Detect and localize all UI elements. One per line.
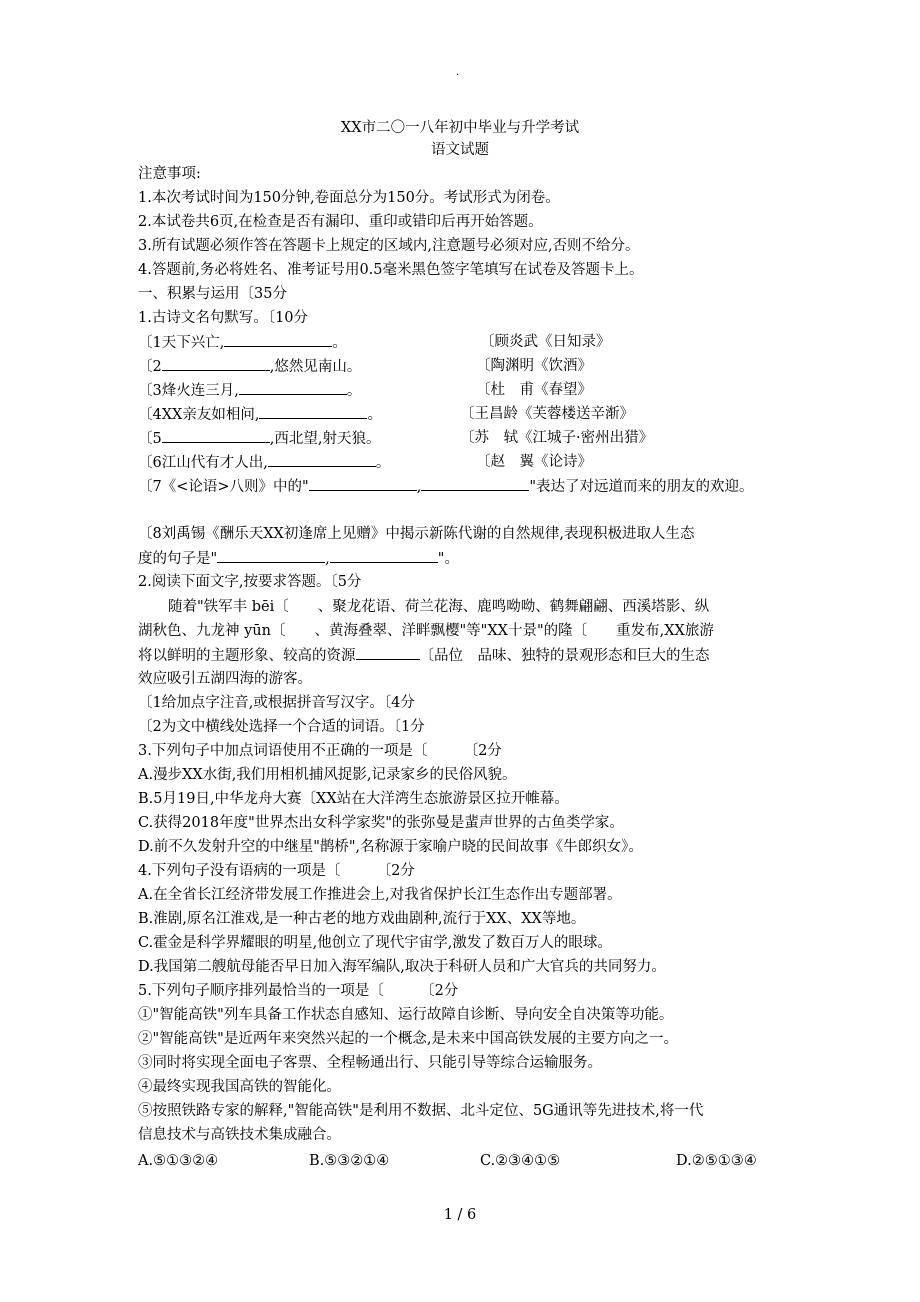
q5-sentence-3: ③同时将实现全面电子客票、全程畅通出行、只能引导等综合运输服务。	[138, 1055, 602, 1071]
q1-item-5: 〔5 ,西北望,射天狼。	[138, 428, 380, 449]
q5-sentence-2: ②"智能高铁"是近两年来突然兴起的一个概念,是未来中国高铁发展的主要方向之一。	[138, 1031, 678, 1047]
q1-item-8-line2: 度的句子是" , "。	[138, 548, 459, 569]
q4-option-a: A.在全省长江经济带发展工作推进会上,对我省保护长江生态作出专题部署。	[138, 887, 622, 903]
q5-answer-c: C.②③④①⑤	[480, 1153, 561, 1169]
exam-title: XX市二〇一八年初中毕业与升学考试	[340, 120, 580, 136]
q5-answer-d: D.②⑤①③④	[676, 1153, 757, 1169]
q1-item-8-line1: 〔8刘禹锡《酬乐天XX初逢席上见赠》中揭示新陈代谢的自然规律,表现积极进取人生态	[138, 526, 695, 542]
notice-2: 2.本试卷共6页,在检查是否有漏印、重印或错印后再开始答题。	[138, 214, 543, 230]
q5-answer-a: A.⑤①③②④	[138, 1153, 219, 1169]
q1-item-1: 〔1天下兴亡, 。	[138, 332, 347, 353]
q4-option-b: B.淮剧,原名江淮戏,是一种古老的地方戏曲剧种,流行于XX、XX等地。	[138, 911, 586, 927]
exam-subtitle: 语文试题	[431, 142, 489, 158]
question-2-heading: 2.阅读下面文字,按要求答题。〔5分	[138, 574, 362, 590]
answer-blank[interactable]	[309, 476, 417, 491]
header-mark: ·	[456, 70, 460, 81]
question-3-heading: 3.下列句子中加点词语使用不正确的一项是〔 〔2分	[138, 743, 502, 759]
q5-answer-b: B.⑤③②①④	[309, 1153, 390, 1169]
answer-blank[interactable]	[356, 645, 420, 660]
notice-4: 4.答题前,务必将姓名、准考证号用0.5毫米黑色签字笔填写在试卷及答题卡上。	[138, 262, 644, 278]
q1-item-2: 〔2 ,悠然见南山。	[138, 356, 361, 377]
q1-item-6: 〔6江山代有才人出, 。	[138, 452, 390, 473]
q2-sub-2: 〔2为文中横线处选择一个合适的词语。〔1分	[138, 719, 425, 735]
q2-passage-line3: 将以鲜明的主题形象、较高的资源 〔品位 品味、独特的景观形态和巨大的生态	[138, 645, 710, 666]
notice-1: 1.本次考试时间为150分钟,卷面总分为150分。考试形式为闭卷。	[138, 190, 560, 206]
notice-label: 注意事项:	[138, 166, 201, 182]
q2-sub-1: 〔1给加点字注音,或根据拼音写汉字。〔4分	[138, 695, 415, 711]
q4-option-d: D.我国第二艘航母能否早日加入海军编队,取决于科研人员和广大官兵的共同努力。	[138, 959, 666, 975]
q1-item-7: 〔7《<论语>八则》中的" , "表达了对远道而来的朋友的欢迎。	[138, 476, 753, 497]
question-5-heading: 5.下列句子顺序排列最恰当的一项是〔 〔2分	[138, 983, 459, 999]
question-1-heading: 1.古诗文名句默写。〔10分	[138, 310, 309, 326]
q1-item-2-source: 〔陶渊明《饮酒》	[476, 358, 592, 374]
q4-option-c: C.霍金是科学界耀眼的明星,他创立了现代宇宙学,激发了数百万人的眼球。	[138, 935, 612, 951]
q3-option-c: C.获得2018年度"世界杰出女科学家奖"的张弥曼是蜚声世界的古鱼类学家。	[138, 815, 624, 831]
q2-passage-line1: 随着"铁军丰 bēi〔 、聚龙花语、荷兰花海、鹿鸣呦呦、鹤舞翩翩、西溪塔影、纵	[168, 599, 710, 615]
q5-sentence-1: ①"智能高铁"列车具备工作状态自感知、运行故障自诊断、导向安全自决策等功能。	[138, 1007, 674, 1023]
answer-blank[interactable]	[224, 332, 332, 347]
answer-blank[interactable]	[162, 428, 270, 443]
q2-passage-line2: 湖秋色、九龙神 yūn〔 、黄海叠翠、洋畔飘樱"等"XX十景"的隆〔 重发布,XX旅游	[138, 623, 714, 639]
q1-item-4: 〔4XX亲友如相问, 。	[138, 404, 382, 425]
answer-blank[interactable]	[330, 548, 438, 563]
q5-sentence-5: ⑤按照铁路专家的解释,"智能高铁"是利用不数据、北斗定位、5G通讯等先进技术,将一代	[138, 1103, 704, 1119]
q2-passage-line4: 效应吸引五湖四海的游客。	[138, 671, 312, 687]
q1-item-6-source: 〔赵 翼《论诗》	[476, 454, 592, 470]
answer-blank[interactable]	[268, 452, 376, 467]
answer-blank[interactable]	[421, 476, 529, 491]
q5-sentence-4: ④最终实现我国高铁的智能化。	[138, 1079, 341, 1095]
q3-option-d: D.前不久发射升空的中继星"鹊桥",名称源于家喻户晓的民间故事《牛郎织女》。	[138, 839, 643, 855]
page-number: 1 / 6	[443, 1207, 477, 1223]
q3-option-b: B.5月19日,中华龙舟大赛〔XX站在大洋湾生态旅游景区拉开帷幕。	[138, 791, 569, 807]
q1-item-3: 〔3烽火连三月, 。	[138, 380, 361, 401]
answer-blank[interactable]	[259, 404, 367, 419]
q1-item-3-source: 〔杜 甫《春望》	[476, 382, 592, 398]
q1-item-5-source: 〔苏 轼《江城子·密州出猎》	[460, 430, 654, 446]
answer-blank[interactable]	[162, 356, 270, 371]
notice-3: 3.所有试题必须作答在答题卡上规定的区域内,注意题号必须对应,否则不给分。	[138, 238, 640, 254]
answer-blank[interactable]	[239, 380, 347, 395]
question-4-heading: 4.下列句子没有语病的一项是〔 〔2分	[138, 863, 415, 879]
q5-sentence-5-cont: 信息技术与高铁技术集成融合。	[138, 1127, 341, 1143]
q3-option-a: A.漫步XX水街,我们用相机捕风捉影,记录家乡的民俗风貌。	[138, 767, 517, 783]
answer-blank[interactable]	[217, 548, 325, 563]
q1-item-1-source: 〔顾炎武《日知录》	[480, 334, 611, 350]
q1-item-4-source: 〔王昌龄《芙蓉楼送辛渐》	[460, 406, 634, 422]
section-heading: 一、积累与运用〔35分	[138, 286, 287, 302]
